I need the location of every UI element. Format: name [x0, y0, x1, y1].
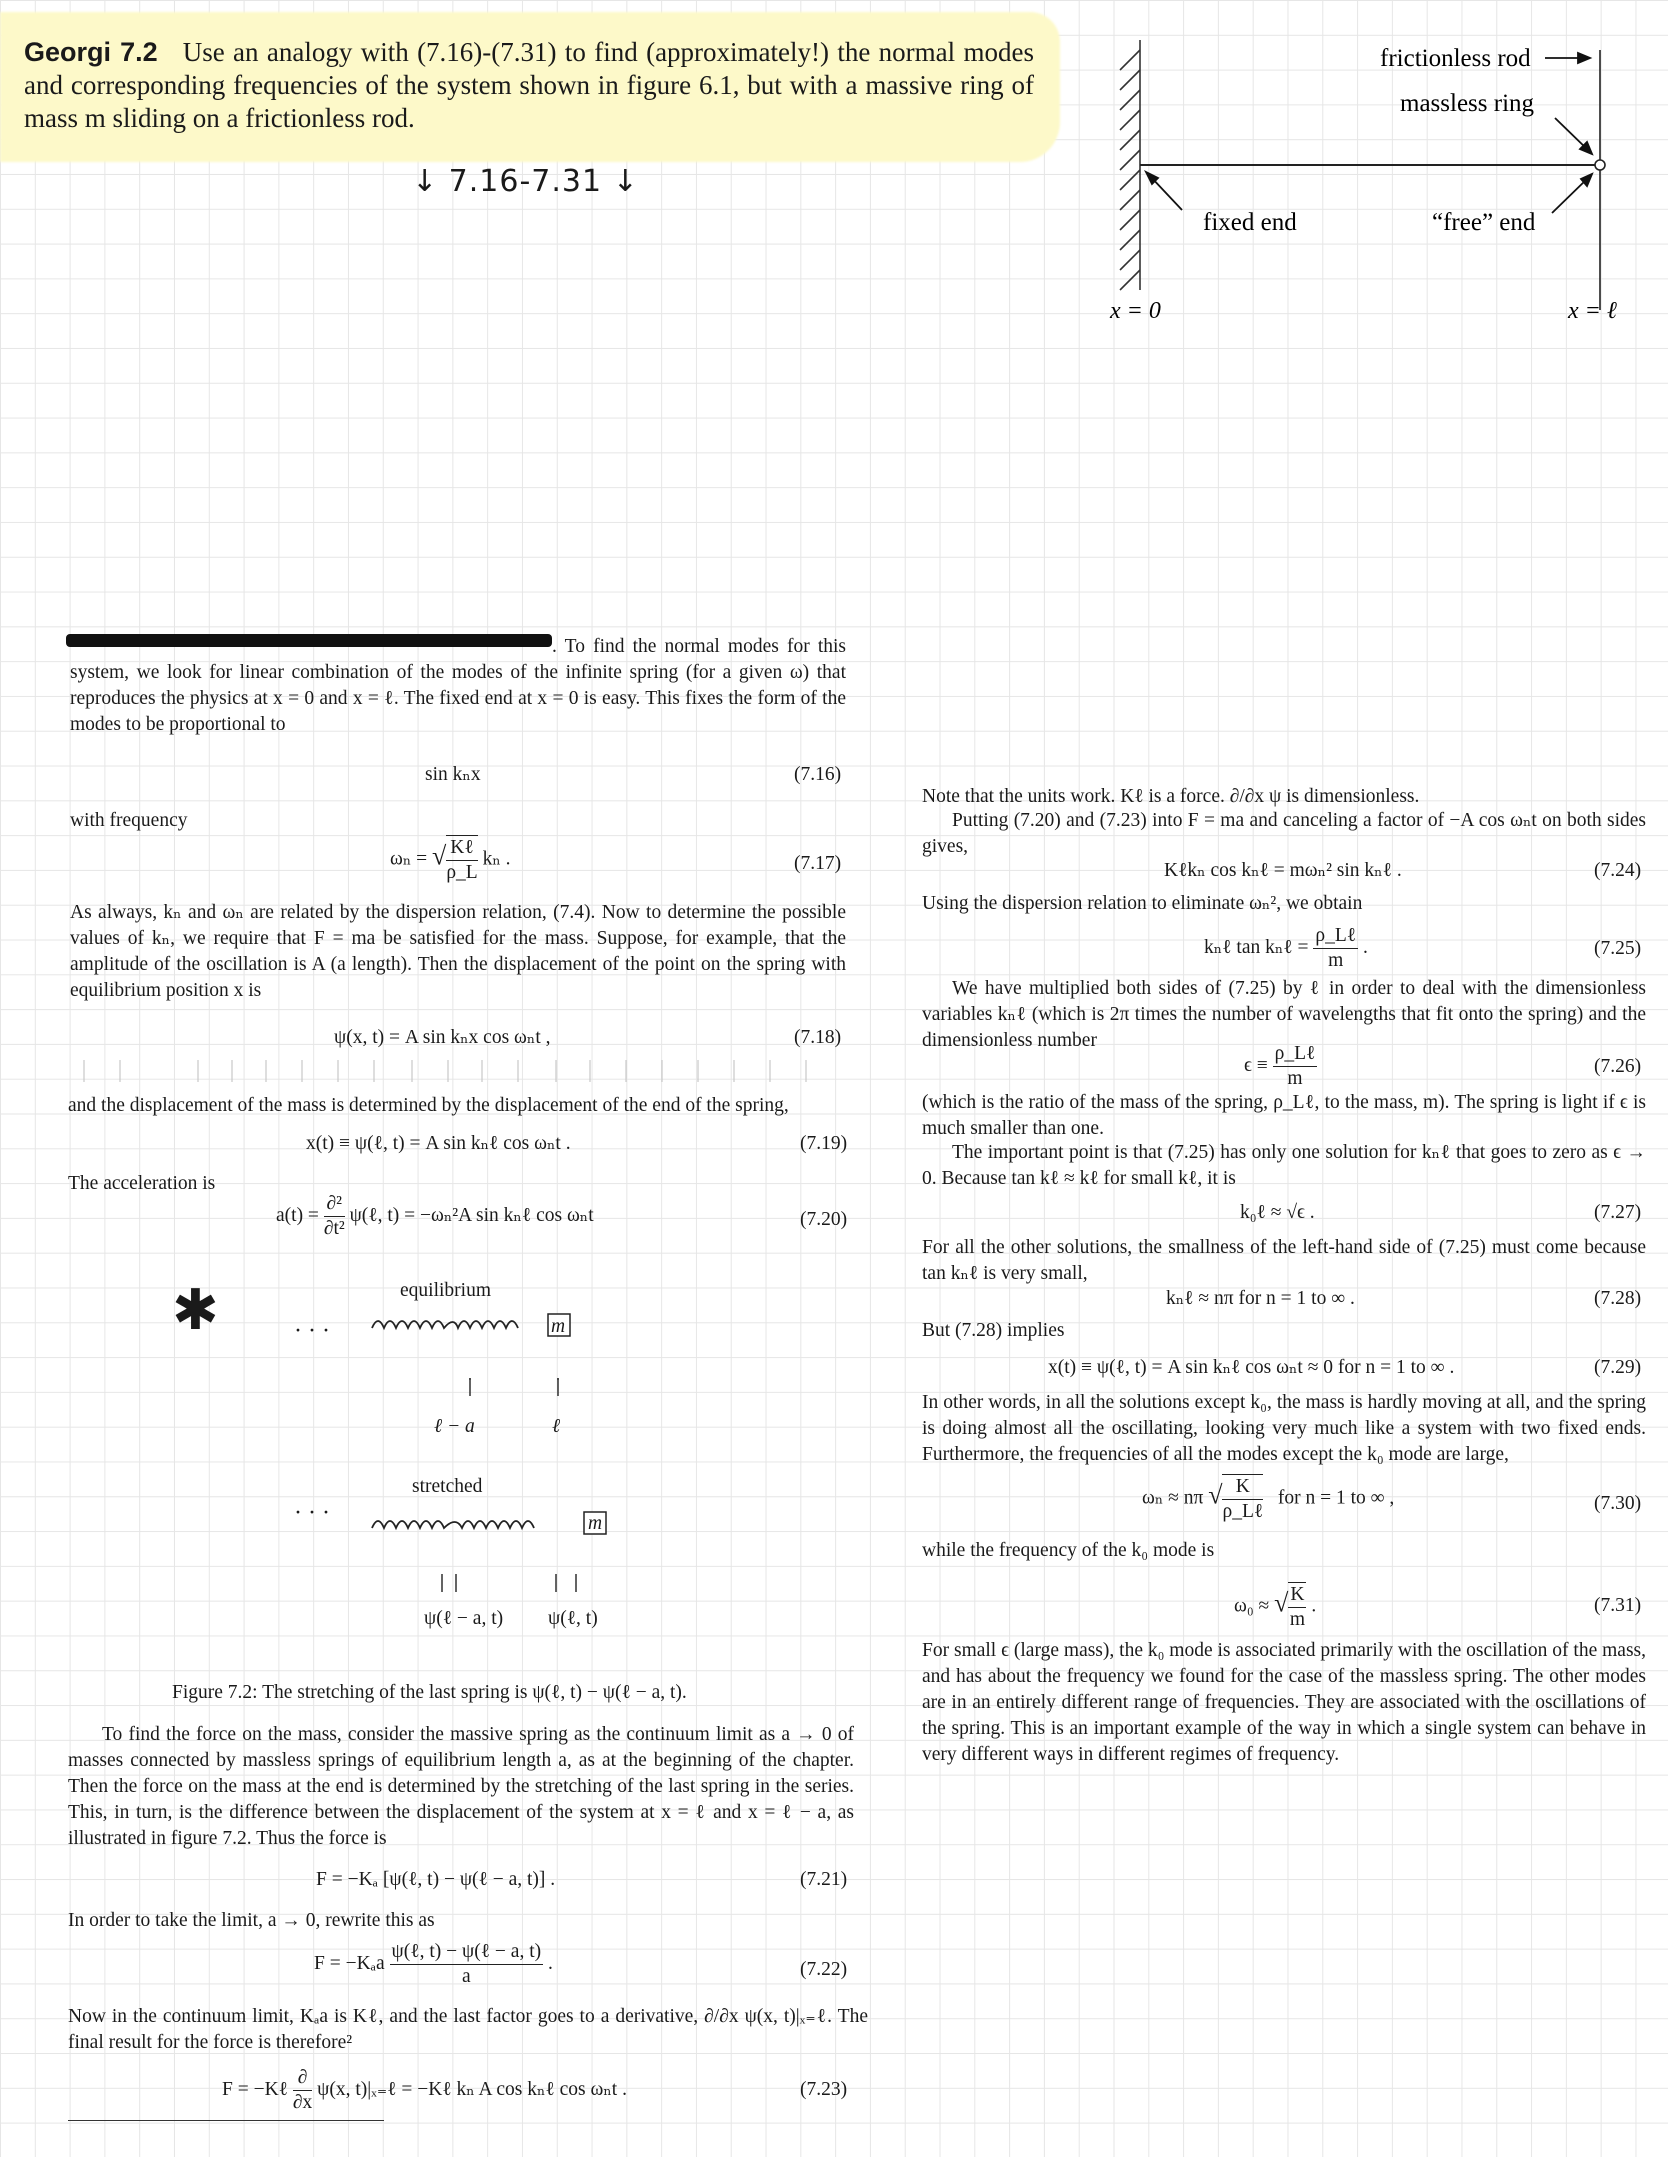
- eqnum-7-23: (7.23): [800, 2079, 848, 2100]
- eqnum-7-17: (7.17): [794, 853, 842, 874]
- eq-7-20: [276, 1192, 594, 1241]
- right-paragraph-1: Note that the units work. Kℓ is a force. ∂/∂x ψ is dimensionless.: [922, 786, 1420, 807]
- eq-7-26-num: ρ_Lℓ: [1273, 1042, 1318, 1067]
- eq-7-24: Kℓkₙ cos kₙℓ = mωₙ² sin kₙℓ .: [1164, 860, 1402, 881]
- left-paragraph-5: In order to take the limit, a → 0, rewrite this as: [68, 1910, 435, 1931]
- eq-7-22: [314, 1940, 553, 1989]
- label-l: ℓ: [552, 1416, 561, 1437]
- eq-7-31-end: .: [1311, 1595, 1317, 1617]
- eqnum-7-19: (7.19): [800, 1133, 848, 1154]
- eq-7-31: ω₀ ≈ √ $\frac{K}{m}$ .: [1234, 1584, 1317, 1630]
- eq-7-29: x(t) ≡ ψ(ℓ, t) = A sin kₙℓ cos ωₙt ≈ 0 for n = 1 to ∞ .: [1048, 1357, 1455, 1378]
- eq-7-31-lhs: ω₀ ≈: [1234, 1595, 1270, 1617]
- right-paragraph-7: For all the other solutions, the smallness of the left-hand side of (7.25) must come because tan kₙℓ is very small,: [922, 1237, 1646, 1284]
- eq-7-23: [222, 2066, 627, 2115]
- stretched-label: stretched: [412, 1476, 483, 1497]
- eq-7-25-lhs: kₙℓ tan kₙℓ =: [1204, 936, 1309, 958]
- eq-7-18: ψ(x, t) = A sin kₙx cos ωₙt ,: [334, 1027, 551, 1048]
- wall-hatch: [1120, 40, 1140, 290]
- with-frequency: with frequency: [70, 810, 188, 831]
- eq-7-19: x(t) ≡ ψ(ℓ, t) = A sin kₙℓ cos ωₙt .: [306, 1133, 571, 1154]
- eq-7-28: kₙℓ ≈ nπ for n = 1 to ∞ .: [1166, 1288, 1355, 1309]
- eq-7-16: sin kₙx: [425, 764, 481, 785]
- eq-7-25: [1204, 924, 1368, 973]
- spring-stretched: [370, 1500, 610, 1560]
- eq-7-30: ωₙ ≈ nπ √ $\frac{K}{\text{ρ\_Lℓ}}$ for n = 1 to ∞ ,: [1142, 1476, 1395, 1522]
- label-free-end: “free” end: [1432, 209, 1536, 236]
- figure-7-2-caption: Figure 7.2: The stretching of the last spring is ψ(ℓ, t) − ψ(ℓ − a, t).: [172, 1682, 687, 1703]
- eqnum-7-18: (7.18): [794, 1027, 842, 1048]
- right-paragraph-11: For small ϵ (large mass), the k₀ mode is associated primarily with the oscillation of the mass, and has about the frequency we found for the case of the massless spring. The other modes are in an entirely different range of frequencies. They are associated with the oscillations of the spring. This is an important example of the way in which a single system can behave in very different ways in different regimes of frequency.: [922, 1640, 1646, 1765]
- arrows: [1146, 53, 1592, 213]
- problem-statement: [24, 36, 1034, 135]
- label-l-minus-a: ℓ − a: [434, 1416, 475, 1437]
- eq-7-17-den: ρ_L: [446, 862, 478, 883]
- eq-7-25-den: m: [1328, 950, 1344, 971]
- eqnum-7-20: (7.20): [800, 1209, 848, 1230]
- spring-equilibrium: [370, 1300, 610, 1380]
- eq-7-17: ωₙ = √ $\frac{\text{Kℓ}}{\rho\_L}$ kₙ .: [390, 837, 511, 883]
- label-fixed-end: fixed end: [1203, 209, 1297, 236]
- eq-7-17-lhs: ωₙ =: [390, 848, 428, 870]
- eq-7-30-rhs: for n = 1 to ∞ ,: [1277, 1487, 1395, 1509]
- eq-7-25-end: .: [1362, 936, 1368, 958]
- eqnum-7-28: (7.28): [1594, 1288, 1642, 1309]
- label-x0: x = 0: [1110, 298, 1161, 324]
- eqnum-7-22: (7.22): [800, 1959, 848, 1980]
- eq-7-20-lhs: a(t) =: [276, 1204, 319, 1226]
- eqnum-7-26: (7.26): [1594, 1056, 1642, 1077]
- eq-7-17-rhs: kₙ .: [482, 848, 511, 870]
- mass-label-2: m: [588, 1513, 603, 1534]
- eq-7-23-lhs: F = −Kℓ: [222, 2078, 289, 2100]
- stretched-ticks: [430, 1570, 630, 1600]
- eq-7-25-num: ρ_Lℓ: [1313, 924, 1358, 949]
- left-paragraph-1: . To find the normal modes for this system, we look for linear combination of the modes of the infinite spring (for a given ω) that reproduces the physics at x = 0 and x = ℓ. The fixed end at x = 0 is easy. This fixes the form of the modes to be proportional to: [70, 636, 846, 735]
- eq-7-22-lhs: F = −Kₐa: [314, 1952, 385, 1974]
- mass-label-1: m: [551, 1316, 566, 1337]
- label-massless-ring: massless ring: [1400, 90, 1535, 117]
- eq-7-26-den: m: [1287, 1068, 1303, 1089]
- eq-7-30-den: ρ_Lℓ: [1222, 1501, 1264, 1522]
- eqnum-7-29: (7.29): [1594, 1357, 1642, 1378]
- massless-ring: [1595, 160, 1605, 170]
- grid-ticks: [80, 1058, 820, 1088]
- label-frictionless-rod: frictionless rod: [1380, 45, 1531, 72]
- problem-label: Georgi 7.2: [24, 37, 158, 67]
- eqnum-7-27: (7.27): [1594, 1202, 1642, 1223]
- right-paragraph-3: Using the dispersion relation to eliminate ωₙ², we obtain: [922, 893, 1363, 914]
- eq-7-27: k₀ℓ ≈ √ϵ .: [1240, 1202, 1315, 1223]
- eq-7-20-rhs: ψ(ℓ, t) = −ωₙ²A sin kₙℓ cos ωₙt: [349, 1204, 594, 1226]
- acceleration-label: The acceleration is: [68, 1173, 216, 1194]
- footnote-rule: [68, 2120, 384, 2121]
- left-paragraph-2: As always, kₙ and ωₙ are related by the dispersion relation, (7.4). Now to determine the possible values of kₙ, we require that F = ma be satisfied for the mass. Suppose, for example, that the amplitude of the oscillation is A (a length). Then the displacement of the point on the spring with equilibrium position x is: [70, 902, 846, 1001]
- eq-7-20-den: ∂t²: [323, 1218, 345, 1239]
- right-paragraph-4: We have multiplied both sides of (7.25) by ℓ in order to deal with the dimensionless variables kₙℓ (which is 2π times the number of wavelengths that fit onto the spring) and the dimensionless number: [922, 978, 1646, 1051]
- eq-7-26: [1244, 1042, 1317, 1091]
- eq-7-30-lhs: ωₙ ≈ nπ: [1142, 1487, 1204, 1509]
- right-paragraph-8: But (7.28) implies: [922, 1320, 1065, 1341]
- dots-stretched: · · ·: [294, 1500, 330, 1526]
- equilibrium-label: equilibrium: [400, 1280, 491, 1301]
- eq-7-31-num: K: [1288, 1583, 1306, 1608]
- handwritten-note: ↓ 7.16-7.31 ↓: [412, 164, 639, 199]
- eqnum-7-21: (7.21): [800, 1869, 848, 1890]
- eq-7-30-num: K: [1222, 1475, 1263, 1500]
- left-paragraph-3: and the displacement of the mass is determined by the displacement of the end of the spring,: [68, 1095, 789, 1116]
- eq-7-22-den: a: [462, 1966, 471, 1987]
- star-mark: ✱: [172, 1278, 219, 1343]
- figure-6-1: [1100, 30, 1660, 330]
- eqnum-7-30: (7.30): [1594, 1493, 1642, 1514]
- eqnum-7-31: (7.31): [1594, 1595, 1642, 1616]
- eq-7-26-lhs: ϵ ≡: [1244, 1054, 1268, 1076]
- dots-equilibrium: · · ·: [294, 1318, 330, 1344]
- right-paragraph-6: The important point is that (7.25) has only one solution for kₙℓ that goes to zero as ϵ → 0. Because tan kℓ ≈ kℓ for small kℓ, it is: [922, 1142, 1646, 1189]
- label-psi-l-minus-a: ψ(ℓ − a, t): [424, 1608, 504, 1629]
- label-xl: x = ℓ: [1568, 298, 1617, 324]
- eq-7-21: F = −Kₐ [ψ(ℓ, t) − ψ(ℓ − a, t)] .: [316, 1869, 556, 1890]
- left-paragraph-4: To find the force on the mass, consider the massive spring as the continuum limit as a → 0 of masses connected by massless springs of equilibrium length a, as at the beginning of the chapter. Then the force on the mass at the end is determined by the stretching of the last spring in the series. This, in turn, is the difference between the displacement of the system at x = ℓ and x = ℓ − a, as illustrated in figure 7.2. Thus the force is: [68, 1724, 854, 1849]
- eqnum-7-16: (7.16): [794, 764, 842, 785]
- label-psi-l: ψ(ℓ, t): [548, 1608, 598, 1629]
- eq-7-23-den: ∂x: [292, 2092, 313, 2113]
- eq-7-31-den: m: [1289, 1609, 1305, 1630]
- eq-7-17-num: Kℓ: [446, 836, 477, 861]
- eq-7-22-num: ψ(ℓ, t) − ψ(ℓ − a, t): [390, 1940, 544, 1965]
- eqnum-7-24: (7.24): [1594, 860, 1642, 881]
- right-paragraph-5: (which is the ratio of the mass of the spring, ρ_Lℓ, to the mass, m). The spring is light if ϵ is much smaller than one.: [922, 1092, 1646, 1139]
- eq-7-22-end: .: [547, 1952, 553, 1974]
- right-paragraph-10: while the frequency of the k₀ mode is: [922, 1540, 1215, 1561]
- eq-7-20-num: ∂²: [324, 1192, 345, 1217]
- left-paragraph-6: Now in the continuum limit, Kₐa is Kℓ, and the last factor goes to a derivative, ∂/∂x ψ(x, t)|ₓ₌ℓ. The final result for the force is therefore²: [68, 2006, 868, 2053]
- equilibrium-ticks: [460, 1374, 600, 1404]
- right-paragraph-9: In other words, in all the solutions except k₀, the mass is hardly moving at all, and the spring is doing almost all the oscillating, looking very much like a system with two fixed ends. Furthermore, the frequencies of all the modes except the k₀ mode are large,: [922, 1392, 1646, 1465]
- eq-7-23-rhs: ψ(x, t)|ₓ₌ℓ = −Kℓ kₙ A cos kₙℓ cos ωₙt .: [317, 2078, 627, 2100]
- problem-text: Use an analogy with (7.16)-(7.31) to find (approximately!) the normal modes and corresponding frequencies of the system shown in figure 6.1, but with a massive ring of mass m sliding on a frictionless rod.: [24, 37, 1035, 133]
- eqnum-7-25: (7.25): [1594, 938, 1642, 959]
- eq-7-23-num: ∂: [293, 2066, 312, 2091]
- right-paragraph-2: Putting (7.20) and (7.23) into F = ma and canceling a factor of −A cos ωₙt on both sides gives,: [922, 810, 1646, 857]
